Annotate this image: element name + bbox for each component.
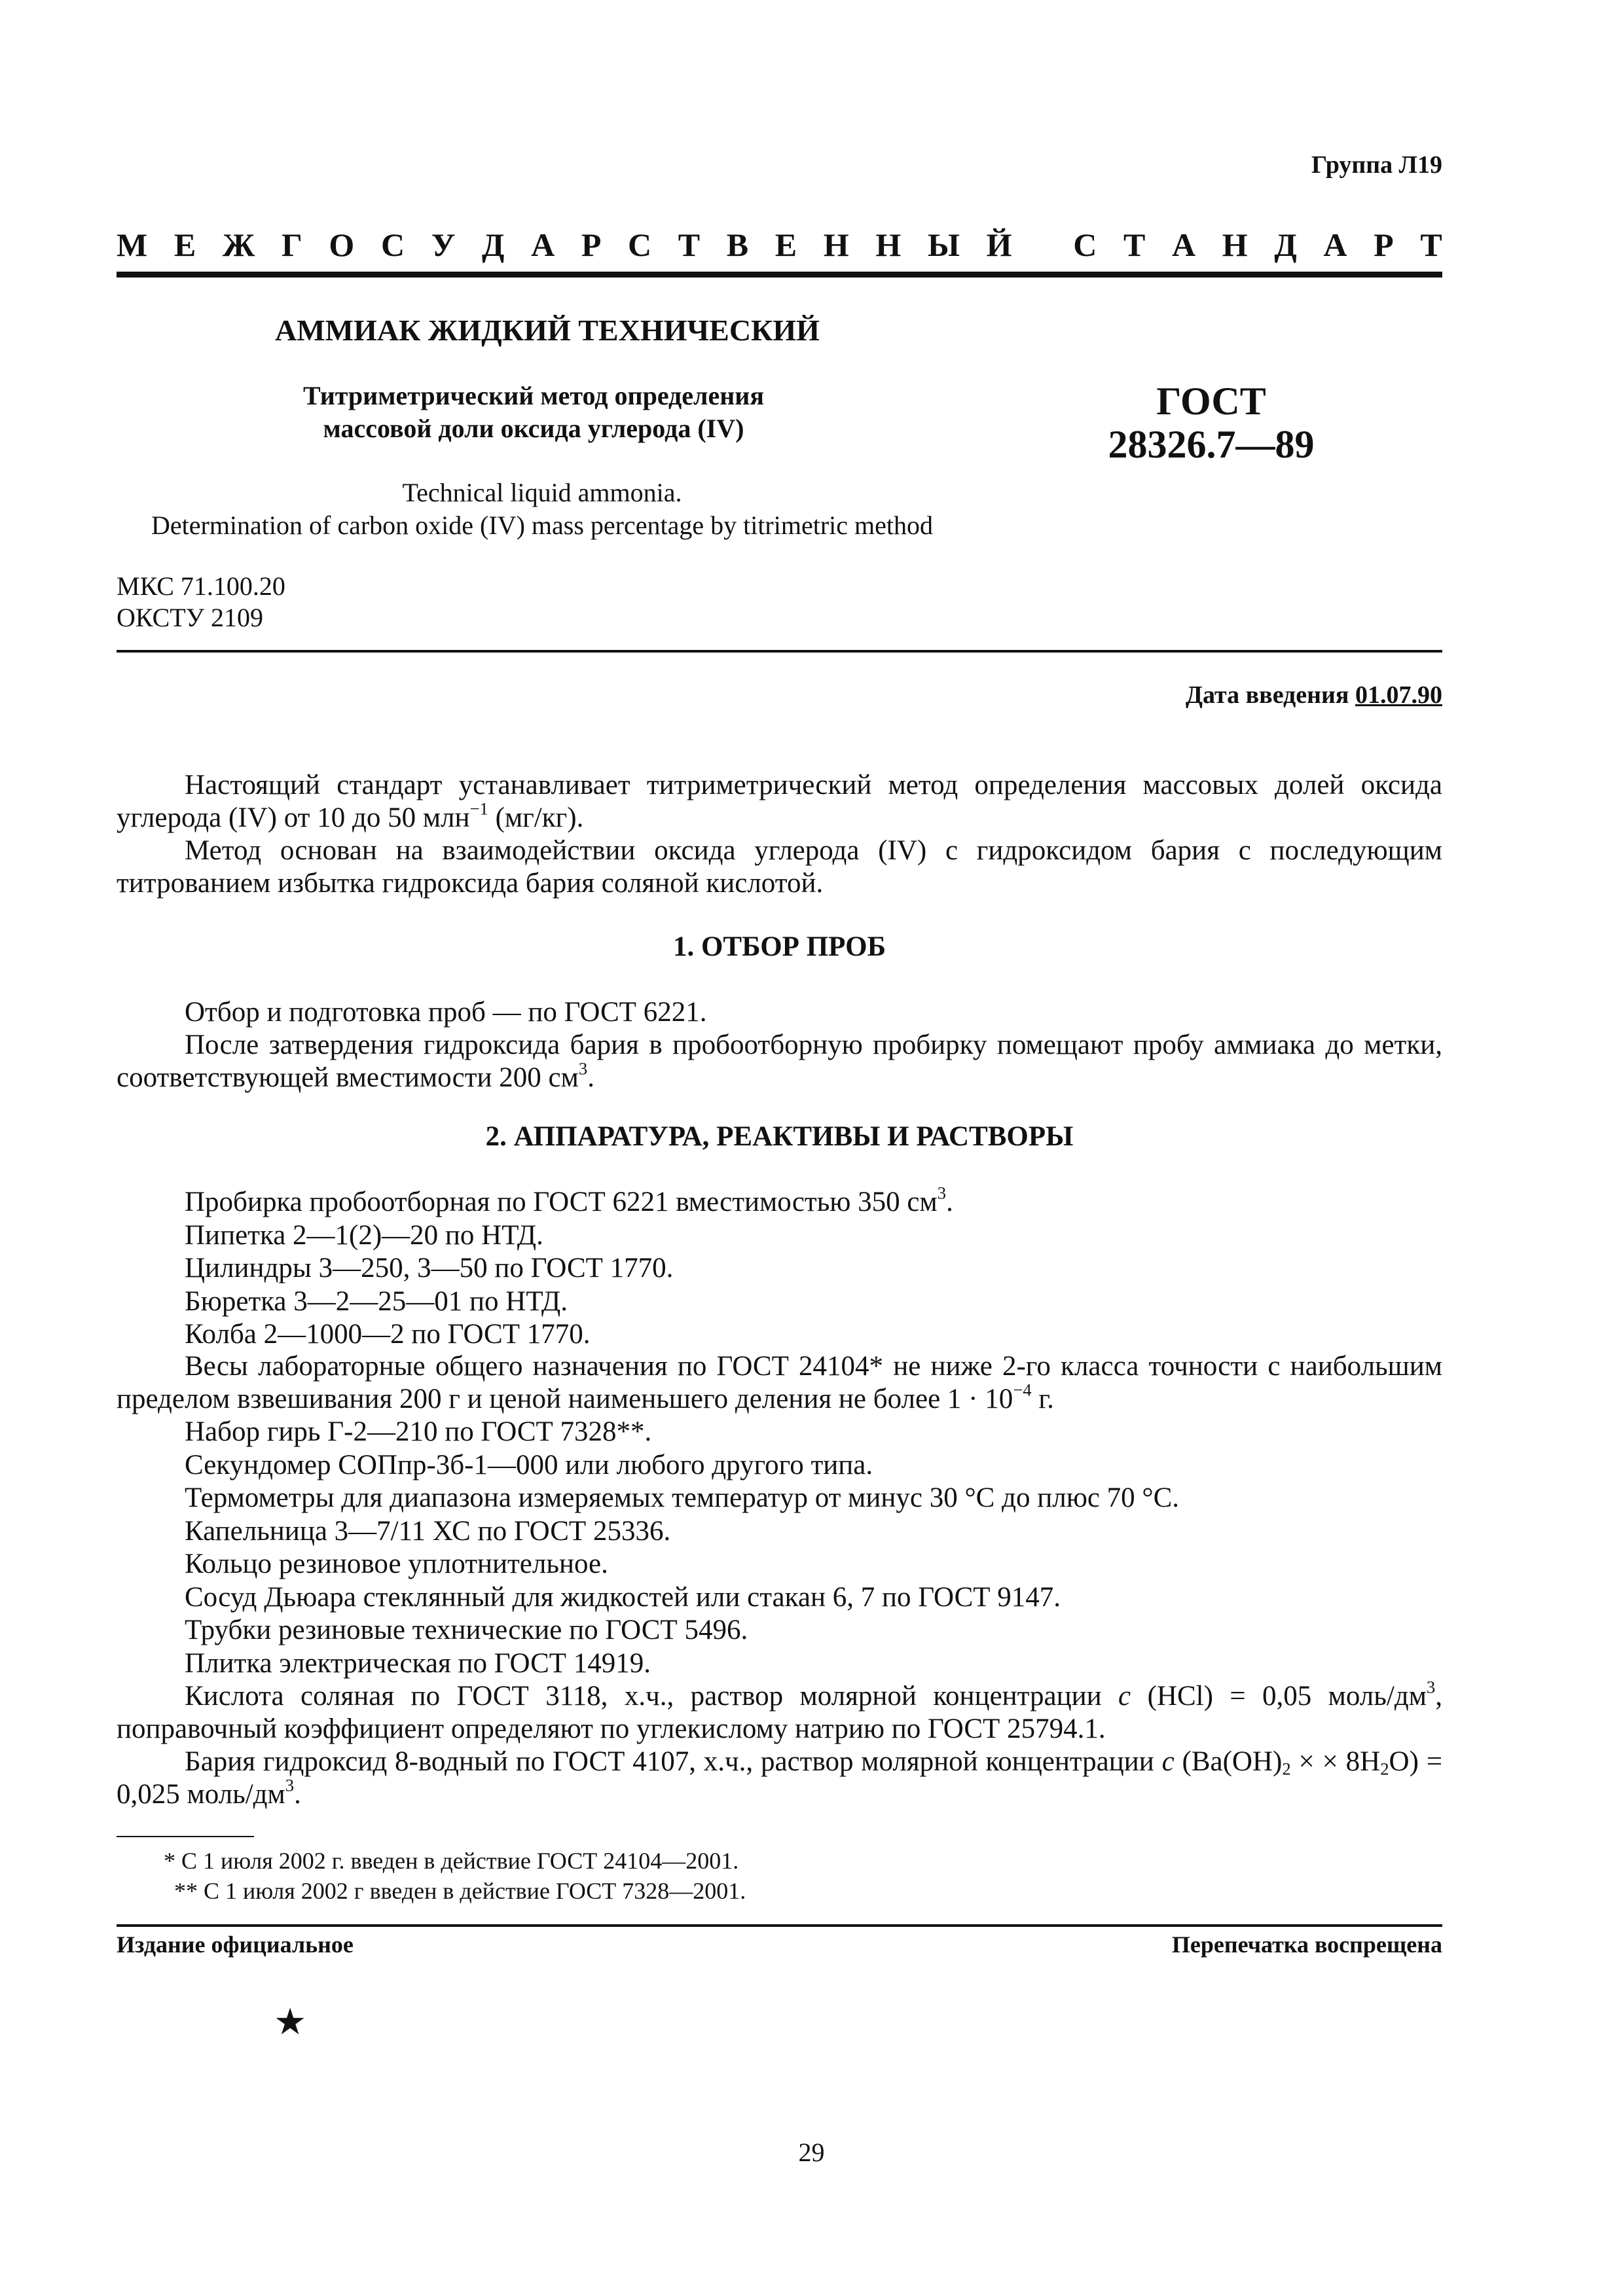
banner-letter: Р	[1374, 226, 1394, 263]
banner-letter: Г	[281, 226, 302, 263]
banner-letter: У	[431, 226, 456, 263]
list-item: Сосуд Дьюара стеклянный для жидкостей или стакан 6, 7 по ГОСТ 9147.	[185, 1581, 1061, 1613]
banner-letter: О	[329, 226, 355, 263]
baryta-paragraph	[117, 1746, 1442, 1811]
section-1-paragraph-2	[117, 1029, 1442, 1094]
banner-letter: Е	[173, 226, 196, 263]
list-item	[185, 1183, 953, 1219]
baryta-text-2: (Ba(OH)	[1174, 1746, 1283, 1777]
interstate-standard-banner	[117, 226, 1442, 264]
subtitle-line-1: Титриметрический метод определения	[303, 381, 764, 410]
banner-letter	[1038, 226, 1047, 264]
footer-rule	[117, 1924, 1442, 1927]
footnotes	[117, 1846, 746, 1906]
group-code: Группа Л19	[1311, 151, 1442, 179]
list-item: Бюретка 3—2—25—01 по НТД.	[185, 1285, 568, 1317]
section-2-heading: 2. АППАРАТУРА, РЕАКТИВЫ И РАСТВОРЫ	[485, 1121, 1074, 1152]
document-title: АММИАК ЖИДКИЙ ТЕХНИЧЕСКИЙ	[275, 314, 820, 347]
baryta-text-4: O) = 0,025 моль/дм	[117, 1746, 1442, 1810]
banner-letter: С	[1073, 226, 1097, 263]
reprint-prohibited-label: Перепечатка воспрещена	[1171, 1931, 1442, 1958]
footnote-2: ** С 1 июля 2002 г введен в действие ГОСТ 7328—2001.	[174, 1878, 746, 1904]
list-item: Набор гирь Г-2—210 по ГОСТ 7328**.	[185, 1416, 652, 1447]
equipment-list-a	[185, 1183, 953, 1352]
header-rule-thick	[117, 272, 1442, 278]
banner-letter: А	[531, 226, 555, 263]
classification-codes	[117, 571, 285, 634]
english-title-line-1: Technical liquid ammonia.	[402, 478, 682, 507]
baryta-sub-2: 2	[1380, 1759, 1389, 1779]
list-item: Плитка электрическая по ГОСТ 14919.	[185, 1647, 651, 1679]
section-1-paragraph-1: Отбор и подготовка проб — по ГОСТ 6221.	[185, 997, 707, 1028]
acid-text: Кислота соляная по ГОСТ 3118, х.ч., раствор молярной концентрации	[185, 1681, 1119, 1712]
baryta-symbol: c	[1161, 1746, 1175, 1777]
banner-letter: Ж	[222, 226, 255, 263]
banner-letter: С	[628, 226, 652, 263]
gost-label: ГОСТ	[1156, 380, 1266, 423]
list-item-end: .	[946, 1187, 953, 1217]
scales-paragraph	[117, 1350, 1442, 1416]
section-1-text	[117, 996, 1442, 1094]
list-item: Цилиндры 3—250, 3—50 по ГОСТ 1770.	[185, 1253, 674, 1283]
banner-letter: В	[726, 226, 749, 263]
banner-letter: А	[1323, 226, 1347, 263]
acid-sup: 3	[1426, 1677, 1436, 1697]
banner-letter: М	[117, 226, 148, 263]
baryta-sub-1: 2	[1282, 1759, 1291, 1779]
intro-p1-sup: −1	[469, 798, 488, 819]
intro-paragraph-1	[117, 769, 1442, 834]
mks-code: МКС 71.100.20	[117, 571, 285, 601]
official-edition-label: Издание официальное	[117, 1931, 354, 1958]
english-title-line-2: Determination of carbon oxide (IV) mass percentage by titrimetric method	[151, 511, 934, 540]
baryta-sup: 3	[285, 1775, 295, 1795]
baryta-text: Бария гидроксид 8-водный по ГОСТ 4107, х.ч., раствор молярной концентрации	[185, 1746, 1162, 1777]
acid-paragraph	[117, 1677, 1442, 1746]
section-1-p2-sup: 3	[578, 1058, 588, 1079]
banner-letter: Т	[678, 226, 701, 263]
acid-text-3: , поправочный коэффициент определяют по углекислому натрию по ГОСТ 25794.1.	[117, 1681, 1442, 1744]
intro-text	[117, 769, 1442, 900]
baryta-text-3: × × 8H	[1290, 1746, 1381, 1777]
banner-letter: Й	[986, 226, 1012, 263]
acid-text-2: (HCl) = 0,05 моль/дм	[1131, 1681, 1427, 1712]
gost-number: 28326.7—89	[1108, 423, 1315, 466]
banner-letter: Н	[1222, 226, 1248, 263]
page-number: 29	[798, 2138, 825, 2167]
gost-designation	[1061, 380, 1362, 466]
reagents-paragraphs	[117, 1677, 1442, 1811]
baryta-text-end: .	[294, 1779, 301, 1810]
footnote-1: * С 1 июля 2002 г. введен в действие ГОСТ 24104—2001.	[164, 1848, 739, 1874]
document-subtitle	[249, 380, 818, 445]
list-item: Термометры для диапазона измеряемых температур от минус 30 °С до плюс 70 °С.	[185, 1482, 1180, 1513]
banner-letter: С	[380, 226, 405, 263]
introduction-date	[1186, 681, 1442, 709]
scales-text-main: Весы лабораторные общего назначения по ГОСТ 24104* не ниже 2-го класса точности с наибольшим пределом взвешивания 200 г и ценой наименьшего деления не более 1 · 10	[117, 1351, 1442, 1414]
scales-sup: −4	[1013, 1380, 1032, 1400]
list-item: Пипетка 2—1(2)—20 по НТД.	[185, 1219, 543, 1251]
list-item-text: Пробирка пробоотборная по ГОСТ 6221 вместимостью 350 см	[185, 1187, 938, 1217]
banner-letter: Р	[581, 226, 602, 263]
intro-p1-text: Настоящий стандарт устанавливает титриметрический метод определения массовых долей оксида углерода (IV) от 10 до 50 млн	[117, 770, 1442, 833]
footnote-divider	[117, 1836, 254, 1837]
list-item-sup: 3	[937, 1183, 947, 1203]
section-1-p2-text: После затвердения гидроксида бария в пробоотборную пробирку помещают пробу аммиака до метки, соответствующей вместимости 200 см	[117, 1030, 1442, 1093]
list-item: Колба 2—1000—2 по ГОСТ 1770.	[185, 1319, 591, 1350]
banner-letter: Д	[482, 226, 505, 263]
banner-letter: Ы	[927, 226, 960, 263]
intro-paragraph-2: Метод основан на взаимодействии оксида углерода (IV) с гидроксидом бария с последующим титрованием избытка гидроксида бария соляной кислотой.	[117, 835, 1442, 899]
subtitle-line-2: массовой доли оксида углерода (IV)	[323, 414, 744, 443]
acid-symbol: c	[1118, 1681, 1131, 1712]
banner-letter: Т	[1123, 226, 1146, 263]
banner-letter: Н	[823, 226, 849, 263]
section-1-p2-end: .	[587, 1062, 594, 1093]
star-icon: ★	[274, 2002, 307, 2043]
banner-letter: Е	[775, 226, 797, 263]
list-item: Капельница 3—7/11 ХС по ГОСТ 25336.	[185, 1515, 671, 1547]
list-item: Кольцо резиновое уплотнительное.	[185, 1549, 608, 1579]
banner-letter: А	[1172, 226, 1196, 263]
okstu-code: ОКСТУ 2109	[117, 603, 264, 632]
section-1-heading: 1. ОТБОР ПРОБ	[672, 931, 886, 962]
banner-letter: Н	[875, 226, 902, 263]
list-item: Трубки резиновые технические по ГОСТ 5496.	[185, 1615, 748, 1645]
date-value: 01.07.90	[1355, 681, 1442, 709]
english-title	[117, 476, 968, 542]
scales-text	[117, 1350, 1442, 1416]
banner-letter: Д	[1274, 226, 1297, 263]
scales-text-end: г.	[1031, 1384, 1054, 1414]
equipment-list-b	[185, 1416, 1179, 1680]
header-rule-thin	[117, 650, 1442, 653]
intro-p1-text-end: (мг/кг).	[488, 802, 584, 833]
date-label: Дата введения	[1185, 681, 1349, 709]
list-item: Секундомер СОПпр-3б-1—000 или любого другого типа.	[185, 1449, 873, 1480]
banner-letter: Т	[1420, 226, 1442, 263]
